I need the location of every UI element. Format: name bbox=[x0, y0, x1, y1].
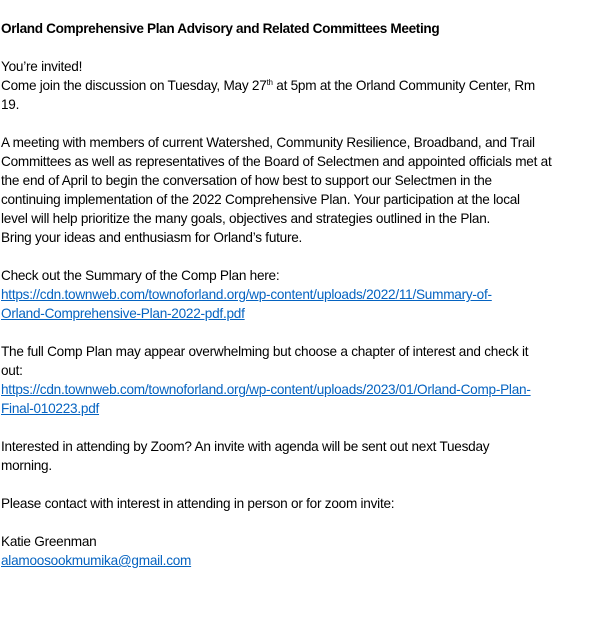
paragraph-line: A meeting with members of current Watershed, Community Resilience, Broadband, and Trail bbox=[1, 135, 535, 150]
invite-date-text: Come join the discussion on Tuesday, May 27 bbox=[1, 78, 267, 93]
paragraph-line: the end of April to begin the conversation of how best to support our Selectmen in the bbox=[1, 173, 492, 188]
paragraph-line: level will help prioritize the many goals, objectives and strategies outlined in the Plan. bbox=[1, 211, 491, 226]
summary-intro: Check out the Summary of the Comp Plan here: bbox=[1, 268, 280, 283]
contact-email-link[interactable]: alamoosookmumika@gmail.com bbox=[1, 553, 192, 568]
summary-link[interactable]: https://cdn.townweb.com/townoforland.org/wp-content/uploads/2022/11/Summary-of- bbox=[1, 287, 492, 302]
meeting-title: Orland Comprehensive Plan Advisory and Related Committees Meeting bbox=[1, 21, 440, 36]
invite-room: 19. bbox=[1, 97, 20, 112]
paragraph-line: continuing implementation of the 2022 Comprehensive Plan. Your participation at the local bbox=[1, 192, 520, 207]
invite-location-text: at 5pm at the Orland Community Center, Rm bbox=[272, 78, 535, 93]
paragraph-line: Committees as well as representatives of the Board of Selectmen and appointed officials met at bbox=[1, 154, 552, 169]
date-superscript: th bbox=[266, 78, 273, 87]
invite-greeting: You’re invited! bbox=[1, 59, 83, 74]
full-plan-intro-continued: out: bbox=[1, 363, 23, 378]
invite-details bbox=[1, 76, 608, 95]
document-body bbox=[1, 19, 608, 570]
zoom-info-continued: morning. bbox=[1, 458, 52, 473]
full-plan-link[interactable]: https://cdn.townweb.com/townoforland.org/wp-content/uploads/2023/01/Orland-Comp-Plan- bbox=[1, 382, 531, 397]
paragraph-line: Bring your ideas and enthusiasm for Orland’s future. bbox=[1, 230, 303, 245]
full-plan-link-continued[interactable]: Final-010223.pdf bbox=[1, 401, 100, 416]
summary-link-continued[interactable]: Orland-Comprehensive-Plan-2022-pdf.pdf bbox=[1, 306, 245, 321]
zoom-info: Interested in attending by Zoom? An invite with agenda will be sent out next Tuesday bbox=[1, 439, 490, 454]
contact-name: Katie Greenman bbox=[1, 534, 97, 549]
full-plan-intro: The full Comp Plan may appear overwhelming but choose a chapter of interest and check it bbox=[1, 344, 529, 359]
contact-prompt: Please contact with interest in attending in person or for zoom invite: bbox=[1, 496, 395, 511]
